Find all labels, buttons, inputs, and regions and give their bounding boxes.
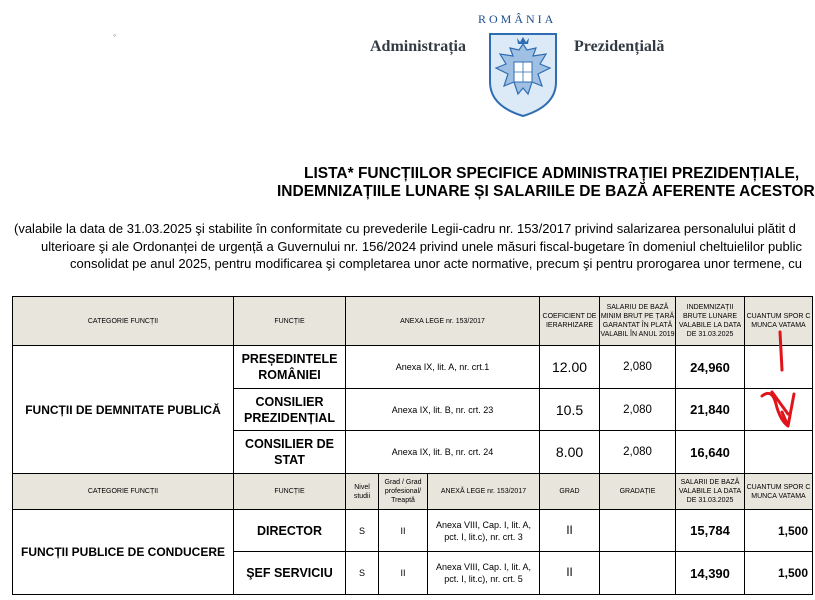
subtitle-line-1: (valabile la data de 31.03.2025 şi stabilite în conformitate cu prevederile Legii-cadru nr. 153/2017 privind salarizarea personalului plătit d [14,221,796,236]
annex-cell: Anexa IX, lit. A, nr. crt.1 [346,346,540,389]
min-salary-cell: 2,080 [600,346,676,389]
subtitle-line-3: consolidat pe anul 2025, pentru modificarea şi completarea unor acte normative, precum şi pentru prorogarea unor termene, cu [70,256,803,271]
bonus-cell: 1,500 [745,552,813,595]
administration-word: Administrația [370,38,466,55]
coefficient-cell: 10.5 [540,389,600,431]
indemnity-cell: 24,960 [676,346,745,389]
header-grade: Grad / Grad profesional/ Treaptă [379,474,428,510]
coefficient-cell: 8.00 [540,431,600,474]
function-cell: PREȘEDINTELE ROMÂNIEI [234,346,346,389]
gradation-cell [600,552,676,595]
gradation-cell [600,510,676,552]
indemnity-cell: 16,640 [676,431,745,474]
coat-of-arms-icon [486,30,560,118]
subtitle-line-2: ulterioare şi ale Ordonanței de urgență a Guvernului nr. 156/2024 privind unele măsuri fiscal-bugetare în domeniul cheltuielilor public [41,239,802,254]
red-arrow-annotation-icon [758,330,800,440]
category-cell: FUNCȚII DE DEMNITATE PUBLICĂ [13,346,234,474]
header-gradation: GRADAȚIE [600,474,676,510]
min-salary-cell: 2,080 [600,389,676,431]
header-category: CATEGORIE FUNCȚII [13,474,234,510]
annex-cell: Anexa IX, lit. B, nr. crt. 23 [346,389,540,431]
small-mark: ◦ [113,30,117,40]
table-header-row [13,297,813,346]
grade-2-cell: II [540,552,600,595]
function-cell: ŞEF SERVICIU [234,552,346,595]
salary-table [12,296,813,595]
header-base-salary: SALARII DE BAZĂ VALABILE LA DATA DE 31.03.2025 [676,474,745,510]
coefficient-cell: 12.00 [540,346,600,389]
header-annex: ANEXA LEGE nr. 153/2017 [346,297,540,346]
annex-cell: Anexa VIII, Cap. I, lit. A, pct. I, lit.c), nr. crt. 5 [428,552,540,595]
study-level-cell: S [346,510,379,552]
header-grade-2: GRAD [540,474,600,510]
header-study-level: Nivel studii [346,474,379,510]
presidential-word: Prezidențială [574,38,665,55]
function-cell: DIRECTOR [234,510,346,552]
header-coefficient: COEFICIENT DE IERARHIZARE [540,297,600,346]
function-cell: CONSILIER DE STAT [234,431,346,474]
title-line-2: INDEMNIZAȚIILE LUNARE ȘI SALARIILE DE BAZĂ AFERENTE ACESTOR [277,183,815,200]
grade-cell: II [379,552,428,595]
grade-2-cell: II [540,510,600,552]
country-label: ROMÂNIA [478,12,557,26]
table-header-row [13,474,813,510]
table-row [13,510,813,552]
header-bonus: CUANTUM SPOR C MUNCA VATAMA [745,474,813,510]
title-line-1: LISTA* FUNCȚIILOR SPECIFICE ADMINISTRAȚIEI PREZIDENȚIALE, [304,165,800,182]
base-salary-cell: 15,784 [676,510,745,552]
table-row [13,346,813,389]
grade-cell: II [379,510,428,552]
header-category: CATEGORIE FUNCȚII [13,297,234,346]
min-salary-cell: 2,080 [600,431,676,474]
study-level-cell: S [346,552,379,595]
header-bonus: CUANTUM SPOR C MUNCA VATAMA [745,297,813,346]
base-salary-cell: 14,390 [676,552,745,595]
header-function: FUNCȚIE [234,297,346,346]
category-cell: FUNCȚII PUBLICE DE CONDUCERE [13,510,234,595]
annex-cell: Anexa VIII, Cap. I, lit. A, pct. I, lit.c), nr. crt. 3 [428,510,540,552]
header-min-salary: SALARIU DE BAZĂ MINIM BRUT PE ȚARĂ GARANTAT ÎN PLATĂ VALABIL ÎN ANUL 2019 [600,297,676,346]
annex-cell: Anexa IX, lit. B, nr. crt. 24 [346,431,540,474]
bonus-cell: 1,500 [745,510,813,552]
indemnity-cell: 21,840 [676,389,745,431]
header-indemnity: INDEMNIZAȚII BRUTE LUNARE VALABILE LA DATA DE 31.03.2025 [676,297,745,346]
function-cell: CONSILIER PREZIDENȚIAL [234,389,346,431]
header-annex: ANEXĂ LEGE nr. 153/2017 [428,474,540,510]
header-function: FUNCȚIE [234,474,346,510]
